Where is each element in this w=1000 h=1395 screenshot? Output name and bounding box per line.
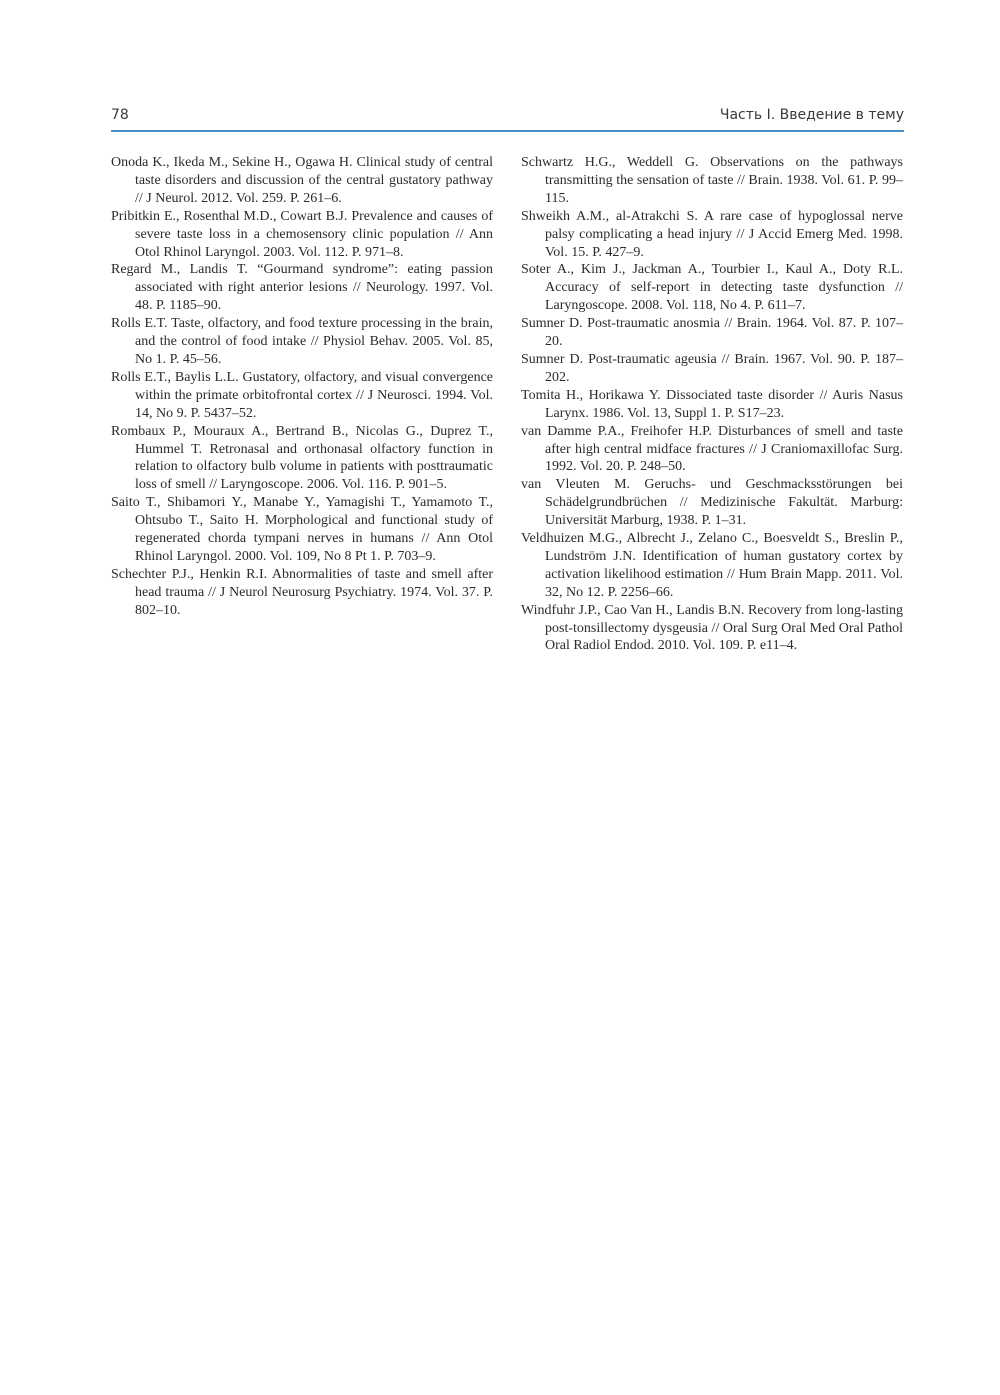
reference-item: Rolls E.T. Taste, olfactory, and food texture processing in the brain, and the control of food intake // Physiol Behav. 2005. Vol. 85, No 1. P. 45–56.	[111, 316, 493, 367]
reference-item: Saito T., Shibamori Y., Manabe Y., Yamagishi T., Yamamoto T., Ohtsubo T., Saito H. Morphological and functional study of regenerated chorda tympani nerves in humans // Ann Otol Rhinol Laryngol. 2000. Vol. 109, No 8 Pt 1. P. 703–9.	[111, 495, 493, 564]
reference-item: Tomita H., Horikawa Y. Dissociated taste disorder // Auris Nasus Larynx. 1986. Vol. 13, Suppl 1. P. S17–23.	[521, 387, 903, 421]
reference-item: Sumner D. Post-traumatic anosmia // Brain. 1964. Vol. 87. P. 107–20.	[521, 316, 903, 350]
page-number: 78	[111, 107, 129, 123]
reference-column-left	[111, 154, 493, 620]
reference-item: Schechter P.J., Henkin R.I. Abnormalities of taste and smell after head trauma // J Neurol Neurosurg Psychiatry. 1974. Vol. 37. P. 802–10.	[111, 566, 493, 618]
reference-column-right	[521, 154, 903, 655]
running-head: Часть I. Введение в тему	[719, 107, 904, 123]
reference-item: Soter A., Kim J., Jackman A., Tourbier I., Kaul A., Doty R.L. Accuracy of self-report in detecting taste dysfunction // Laryngoscope. 2008. Vol. 118, No 4. P. 611–7.	[521, 262, 903, 314]
reference-item: van Vleuten M. Geruchs- und Geschmacksstörungen bei Schädelgrundbrüchen // Medizinische Fakultät. Marburg: Universität Marburg, 1938. P. 1–31.	[521, 477, 903, 529]
reference-item: Veldhuizen M.G., Albrecht J., Zelano C., Boesveldt S., Breslin P., Lundström J.N. Identification of human gustatory cortex by activation likelihood estimation // Hum Brain Mapp. 2011. Vol. 32, No 12. P. 2256–66.	[521, 531, 903, 600]
reference-item: Sumner D. Post-traumatic ageusia // Brain. 1967. Vol. 90. P. 187–202.	[521, 351, 903, 385]
reference-item: Shweikh A.M., al-Atrakchi S. A rare case of hypoglossal nerve palsy complicating a head injury // J Accid Emerg Med. 1998. Vol. 15. P. 427–9.	[521, 208, 903, 260]
page-header	[111, 106, 904, 132]
reference-item: Regard M., Landis T. “Gourmand syndrome”: eating passion associated with right anterior lesions // Neurology. 1997. Vol. 48. P. 1185–90.	[111, 262, 493, 314]
reference-item: Onoda K., Ikeda M., Sekine H., Ogawa H. Clinical study of central taste disorders and discussion of the central gustatory pathway // J Neurol. 2012. Vol. 259. P. 261–6.	[111, 155, 493, 206]
reference-item: Rombaux P., Mouraux A., Bertrand B., Nicolas G., Duprez T., Hummel T. Retronasal and orthonasal olfactory function in relation to olfactory bulb volume in patients with posttraumatic loss of smell // Laryngoscope. 2006. Vol. 116. P. 901–5.	[111, 423, 493, 493]
reference-item: Pribitkin E., Rosenthal M.D., Cowart B.J. Prevalence and causes of severe taste loss in a chemosensory clinic population // Ann Otol Rhinol Laryngol. 2003. Vol. 112. P. 971–8.	[111, 208, 493, 260]
reference-item: Windfuhr J.P., Cao Van H., Landis B.N. Recovery from long-lasting post-tonsillectomy dysgeusia // Oral Surg Oral Med Oral Pathol Oral Radiol Endod. 2010. Vol. 109. P. e11–4.	[521, 602, 903, 654]
reference-item: Schwartz H.G., Weddell G. Observations on the pathways transmitting the sensation of taste // Brain. 1938. Vol. 61. P. 99–115.	[521, 155, 903, 206]
reference-item: Rolls E.T., Baylis L.L. Gustatory, olfactory, and visual convergence within the primate orbitofrontal cortex // J Neurosci. 1994. Vol. 14, No 9. P. 5437–52.	[111, 369, 493, 421]
reference-item: van Damme P.A., Freihofer H.P. Disturbances of smell and taste after high central midface fractures // J Craniomaxillofac Surg. 1992. Vol. 20. P. 248–50.	[521, 423, 903, 475]
